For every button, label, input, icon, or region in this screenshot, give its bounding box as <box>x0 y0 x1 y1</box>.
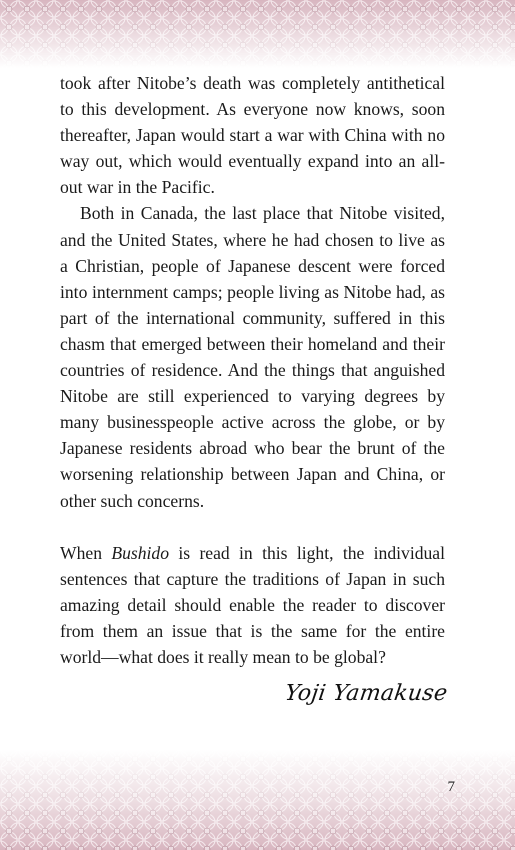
page-number: 7 <box>447 779 455 795</box>
top-decorative-band <box>0 0 515 68</box>
book-title-italic: Bushido <box>111 542 170 563</box>
top-pattern-icon <box>0 0 515 68</box>
paragraph-2 <box>60 200 445 513</box>
bottom-pattern-icon <box>0 750 515 850</box>
paragraph-2-text: Both in Canada, the last place that Nitobe visited, and the United States, where he had chosen to live as a Christian, people of Japanese descent were forced into internment camps; people living as Nitobe had, as part of the international community, suffered in this chasm that emerged between their homeland and their countries of residence. And the things that anguished Nitobe are still experienced to varying degrees by many businesspeople active across the globe, or by Japanese residents abroad who bear the brunt of the worsening relationship between Japan and China, or other such concerns. <box>60 203 445 511</box>
paragraph-3 <box>60 540 445 670</box>
paragraph-1 <box>60 70 445 200</box>
paragraph-3-text-start: When <box>60 542 112 563</box>
paragraph-1-text: took after Nitobe’s death was completely antithetical to this development. As everyone now knows, soon thereafter, Japan would start a war with China with no way out, which would eventually expand into an all-out war in the Pacific. <box>60 73 445 198</box>
paragraph-3-text-end: is read in this light, the individual sentences that capture the traditions of Japan in such amazing detail should enable the reader to discover from them an issue that is the same for the entire world—what does it really mean to be global? <box>60 542 445 667</box>
author-signature: Yoji Yamakuse <box>282 681 449 706</box>
body-text <box>60 70 445 670</box>
bottom-decorative-band <box>0 750 515 850</box>
